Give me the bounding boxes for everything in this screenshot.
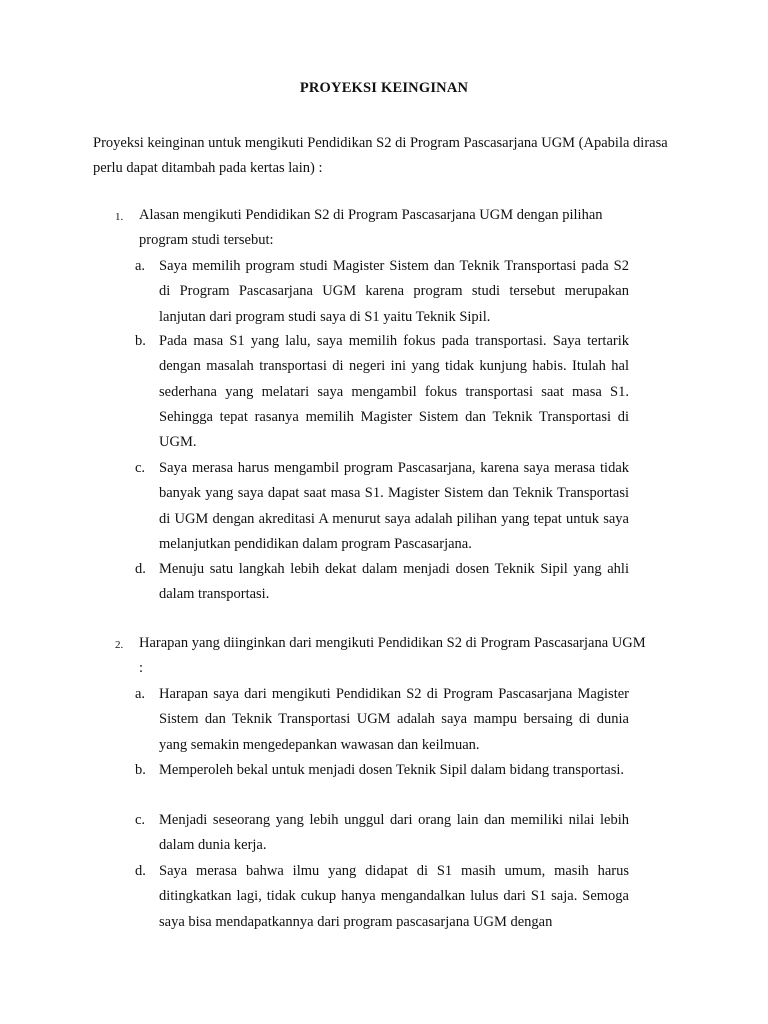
section-number: 2. bbox=[115, 639, 124, 651]
section-number: 1. bbox=[115, 211, 124, 223]
item-text: Pada masa S1 yang lalu, saya memilih fokus pada transportasi. Saya tertarik dengan masalah transportasi di negeri ini yang tidak kunjung habis. Itulah hal sederhana yang melatari saya mengambil fokus transportasi saat masa S1. Sehingga tepat rasanya memilih Magister Sistem dan Teknik Transportasi di UGM. bbox=[159, 333, 629, 451]
intro-paragraph: Proyeksi keinginan untuk mengikuti Pendidikan S2 di Program Pascasarjana UGM (Apabila dirasa perlu dapat ditambah pada kertas lain) : bbox=[93, 135, 668, 176]
item-letter: d. bbox=[135, 561, 146, 577]
item-text: Saya merasa bahwa ilmu yang didapat di S1 masih umum, masih harus ditingkatkan lagi, tidak cukup hanya mengandalkan lulus dari S1 saja. Semoga saya bisa mendapatkannya dari program pascasarjana UGM dengan bbox=[159, 863, 629, 930]
item-letter: b. bbox=[135, 333, 146, 349]
item-letter: a. bbox=[135, 258, 146, 274]
item-letter: d. bbox=[135, 863, 146, 879]
document-title: PROYEKSI KEINGINAN bbox=[299, 80, 469, 96]
item-letter: b. bbox=[135, 762, 146, 778]
item-text: Saya memilih program studi Magister Sistem dan Teknik Transportasi pada S2 di Program Pascasarjana UGM karena program studi tersebut merupakan lanjutan dari program studi saya di S1 yaitu Teknik Sipil. bbox=[159, 258, 629, 325]
section-heading: Alasan mengikuti Pendidikan S2 di Program Pascasarjana UGM dengan pilihan program studi tersebut: bbox=[139, 207, 603, 248]
item-text: Menuju satu langkah lebih dekat dalam menjadi dosen Teknik Sipil yang ahli dalam transportasi. bbox=[159, 561, 629, 603]
item-text: Menjadi seseorang yang lebih unggul dari orang lain dan memiliki nilai lebih dalam dunia kerja. bbox=[159, 812, 629, 854]
section-heading: Harapan yang diinginkan dari mengikuti Pendidikan S2 di Program Pascasarjana UGM : bbox=[139, 635, 646, 676]
item-text: Saya merasa harus mengambil program Pascasarjana, karena saya merasa tidak banyak yang saya dapat saat masa S1. Magister Sistem dan Teknik Transportasi di UGM dengan akreditasi A menurut saya adalah pilihan yang tepat untuk saya melanjutkan pendidikan dalam program Pascasarjana. bbox=[159, 460, 629, 552]
item-letter: a. bbox=[135, 686, 146, 702]
item-text: Harapan saya dari mengikuti Pendidikan S2 di Program Pascasarjana Magister Sistem dan Teknik Transportasi UGM adalah saya mampu bersaing di dunia yang semakin mengedepankan wawasan dan keilmuan. bbox=[159, 686, 629, 753]
item-letter: c. bbox=[135, 812, 146, 828]
item-letter: c. bbox=[135, 460, 146, 476]
item-text: Memperoleh bekal untuk menjadi dosen Teknik Sipil dalam bidang transportasi. bbox=[159, 762, 625, 778]
